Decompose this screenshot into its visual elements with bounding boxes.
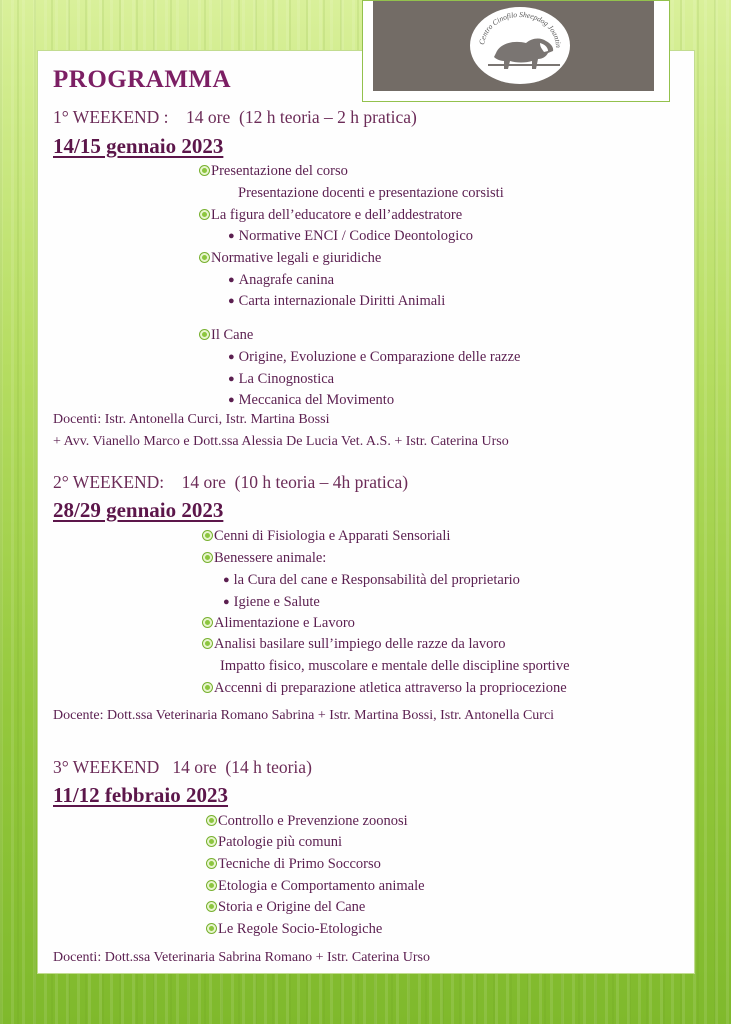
list-item: Cenni di Fisiologia e Apparati Sensoriali [203,527,450,545]
bullet-icon [203,683,212,692]
list-item: Il Cane [200,326,253,344]
dog-silhouette-icon [470,7,570,84]
dot-icon: ● [228,373,235,385]
bullet-icon [203,531,212,540]
list-item: Presentazione del corso [200,162,348,180]
logo-text: Centro Cinofilo Sheepdog Joantin [477,9,564,48]
weekend2-heading: 2° WEEKEND: 14 ore (10 h teoria – 4h pratica) [53,472,409,492]
bullet-icon [207,816,216,825]
dot-icon: ● [228,394,235,406]
weekend3-heading: 3° WEEKEND 14 ore (14 h teoria) [53,757,312,777]
list-item: Impatto fisico, muscolare e mentale delle discipline sportive [220,658,570,674]
list-item: La figura dell’educatore e dell’addestratore [200,206,462,224]
list-item: Patologie più comuni [207,833,342,851]
weekend3-staff: Docenti: Dott.ssa Veterinaria Sabrina Romano + Istr. Caterina Urso [53,950,430,965]
bullet-icon [200,330,209,339]
list-item: ● Origine, Evoluzione e Comparazione delle razze [228,349,521,365]
bullet-icon [203,639,212,648]
weekend2-staff: Docente: Dott.ssa Veterinaria Romano Sabrina + Istr. Martina Bossi, Istr. Antonella Curci [53,708,555,723]
bullet-icon [200,253,209,262]
bullet-icon [207,924,216,933]
bullet-icon [203,618,212,627]
list-item: ● Meccanica del Movimento [228,392,395,408]
bullet-icon [200,210,209,219]
list-item: Alimentazione e Lavoro [203,614,355,632]
weekend1-staff-extra: + Avv. Vianello Marco e Dott.ssa Alessia De Lucia Vet. A.S. + Istr. Caterina Urso [53,434,509,449]
list-item: ● Normative ENCI / Codice Deontologico [228,228,474,244]
weekend2-date: 28/29 gennaio 2023 [53,498,224,522]
list-item: ● Anagrafe canina [228,272,335,288]
list-item: Storia e Origine del Cane [207,898,365,916]
list-item: Presentazione docenti e presentazione corsisti [238,185,504,201]
list-item: ● La Cinognostica [228,371,335,387]
dot-icon: ● [223,574,230,586]
list-item: ● la Cura del cane e Responsabilità del proprietario [223,572,520,588]
bullet-icon [200,166,209,175]
logo-box [362,0,670,102]
logo-emblem [470,7,570,84]
list-item: Accenni di preparazione atletica attraverso la propriocezione [203,679,567,697]
bullet-icon [207,902,216,911]
bullet-icon [203,553,212,562]
weekend1-date: 14/15 gennaio 2023 [53,134,224,158]
list-item: ● Carta internazionale Diritti Animali [228,293,446,309]
list-item: Normative legali e giuridiche [200,249,381,267]
dot-icon: ● [228,230,235,242]
logo-banner [373,1,654,91]
list-item: Le Regole Socio-Etologiche [207,920,382,938]
weekend1-staff: Docenti: Istr. Antonella Curci, Istr. Martina Bossi [53,412,330,427]
bullet-icon [207,837,216,846]
weekend1-heading: 1° WEEKEND : 14 ore (12 h teoria – 2 h pratica) [53,107,417,127]
weekend3-date: 11/12 febbraio 2023 [53,783,229,807]
bullet-icon [207,859,216,868]
dot-icon: ● [228,295,235,307]
dot-icon: ● [228,274,235,286]
list-item: Etologia e Comportamento animale [207,877,425,895]
dot-icon: ● [223,596,230,608]
dot-icon: ● [228,351,235,363]
list-item: Benessere animale: [203,549,326,567]
list-item: ● Igiene e Salute [223,594,320,610]
list-item: Analisi basilare sull’impiego delle razze da lavoro [203,635,506,653]
list-item: Controllo e Prevenzione zoonosi [207,812,408,830]
page-title: PROGRAMMA [53,66,232,93]
list-item: Tecniche di Primo Soccorso [207,855,381,873]
bullet-icon [207,881,216,890]
